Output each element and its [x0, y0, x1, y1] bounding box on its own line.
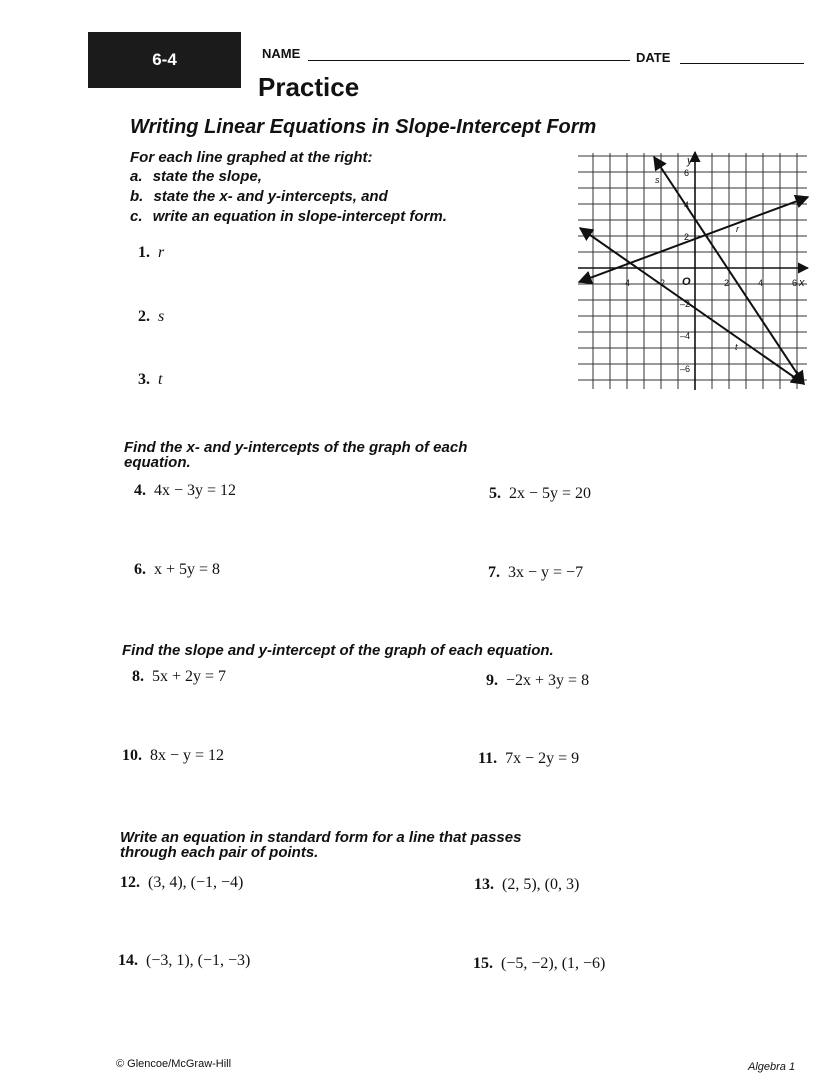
y-tick-label: –6	[680, 364, 691, 374]
problem-text: s	[158, 308, 165, 325]
problem-text: −2x + 3y = 8	[506, 672, 590, 689]
page-heading: Practice	[258, 72, 360, 102]
instruction-line: equation.	[124, 454, 191, 471]
problem-15	[473, 955, 605, 973]
problem-number: 15.	[473, 955, 493, 972]
step-text: state the x- and y-intercepts, and	[153, 188, 388, 205]
problem-number: 4.	[134, 482, 146, 499]
instruction-line: Write an equation in standard form for a line that passes	[120, 829, 522, 846]
x-axis-label: x	[799, 277, 805, 289]
x-tick-label: 6	[792, 278, 798, 288]
problem-number: 5.	[489, 485, 501, 502]
problem-number: 12.	[120, 874, 140, 891]
line-t-label: t	[735, 342, 738, 352]
problem-number: 8.	[132, 668, 144, 685]
problem-10	[122, 747, 224, 765]
problem-text: (3, 4), (−1, −4)	[148, 874, 244, 891]
problem-8	[132, 668, 226, 686]
problem-text: t	[158, 371, 163, 388]
step-c	[130, 207, 447, 226]
section2-instruction	[124, 438, 467, 472]
problem-number: 6.	[134, 561, 146, 578]
instruction-line: through each pair of points.	[120, 844, 319, 861]
step-a	[130, 167, 262, 186]
date-line	[680, 63, 804, 64]
date-label: DATE	[636, 50, 671, 65]
step-b	[130, 187, 388, 206]
lesson-number: 6-4	[152, 50, 177, 69]
y-tick-label: 6	[684, 168, 690, 178]
step-letter: c.	[130, 208, 143, 225]
problem-1	[138, 244, 164, 262]
lesson-tab	[88, 32, 241, 88]
problem-number: 7.	[488, 564, 500, 581]
problem-text: 7x − 2y = 9	[505, 750, 580, 767]
line-s-label: s	[655, 175, 660, 185]
footer-copyright: © Glencoe/McGraw-Hill	[116, 1058, 232, 1070]
origin-label: O	[682, 276, 691, 288]
problem-number: 14.	[118, 952, 138, 969]
problem-text: r	[158, 244, 165, 261]
section1-intro: For each line graphed at the right:	[130, 149, 373, 166]
section3-instruction: Find the slope and y-intercept of the graph of each equation.	[122, 642, 554, 659]
problem-text: 2x − 5y = 20	[509, 485, 592, 502]
problem-number: 9.	[486, 672, 498, 689]
x-tick-label: –2	[655, 278, 666, 288]
problem-text: 5x + 2y = 7	[152, 668, 227, 685]
y-tick-label: 4	[684, 200, 690, 210]
y-axis-label: y	[687, 155, 693, 167]
problem-number: 1.	[138, 244, 150, 261]
problem-number: 11.	[478, 750, 498, 767]
problem-9	[486, 672, 589, 690]
x-tick-label: 2	[724, 278, 730, 288]
problem-14	[118, 952, 250, 970]
step-letter: a.	[130, 168, 143, 185]
section4-instruction	[120, 828, 521, 862]
problem-text: 3x − y = −7	[508, 564, 584, 581]
problem-12	[120, 874, 243, 892]
problem-text: (2, 5), (0, 3)	[502, 876, 580, 893]
y-tick-label: –2	[680, 299, 691, 309]
problem-text: x + 5y = 8	[154, 561, 221, 578]
x-tick-label: 4	[758, 278, 764, 288]
grid-lines	[578, 153, 807, 389]
y-tick-label: –4	[680, 331, 691, 341]
line-r-label: r	[736, 224, 739, 234]
step-text: state the slope,	[152, 168, 262, 185]
name-label: NAME	[262, 46, 301, 61]
problem-text: (−5, −2), (1, −6)	[501, 955, 606, 972]
problem-4	[134, 482, 236, 500]
problem-text: (−3, 1), (−1, −3)	[146, 952, 251, 969]
problem-text: 8x − y = 12	[150, 747, 225, 764]
problem-number: 13.	[474, 876, 494, 893]
coordinate-graph	[576, 150, 810, 392]
instruction-line: Find the x- and y-intercepts of the graph of each	[124, 439, 468, 456]
problem-number: 10.	[122, 747, 142, 764]
x-tick-label: –4	[620, 278, 631, 288]
problem-2	[138, 308, 164, 326]
y-tick-label: 2	[684, 232, 690, 242]
problem-6	[134, 561, 220, 579]
step-letter: b.	[130, 188, 144, 205]
problem-text: 4x − 3y = 12	[154, 482, 237, 499]
line-r	[579, 197, 808, 282]
step-text: write an equation in slope-intercept form.	[152, 208, 447, 225]
problem-13	[474, 876, 579, 894]
problem-number: 3.	[138, 371, 150, 388]
footer-book: Algebra 1	[748, 1061, 796, 1073]
problem-3	[138, 371, 162, 389]
problem-5	[489, 485, 591, 503]
name-line	[308, 60, 630, 61]
line-t	[580, 228, 804, 384]
problem-number: 2.	[138, 308, 150, 325]
problem-11	[478, 750, 579, 768]
page-title: Writing Linear Equations in Slope-Intercept Form	[130, 116, 597, 138]
problem-7	[488, 564, 583, 582]
